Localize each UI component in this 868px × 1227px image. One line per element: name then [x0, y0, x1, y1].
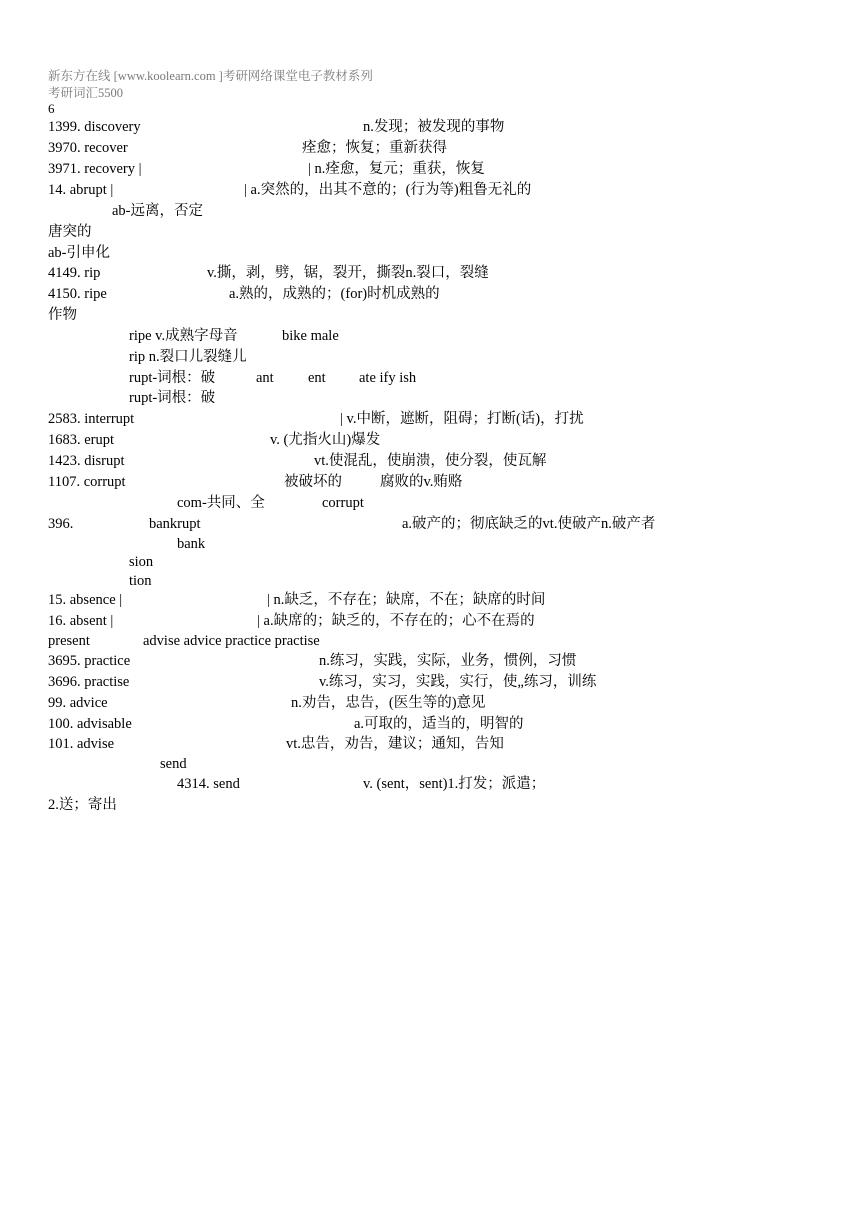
entry-term: bankrupt — [149, 516, 201, 532]
entry-definition: | a.突然的，出其不意的；(行为等)粗鲁无礼的 — [244, 182, 532, 198]
note-line: send — [160, 756, 187, 772]
entry-definition: 痊愈；恢复；重新获得 — [302, 140, 447, 156]
page-number: 6 — [48, 101, 55, 116]
note-line: advise advice practice practise — [143, 633, 320, 649]
entry-term: 1423. disrupt — [48, 453, 125, 469]
note-line: rupt-词根：破 — [129, 370, 216, 386]
entry-term: 99. advice — [48, 695, 108, 711]
note-line: rip n.裂口儿裂缝儿 — [129, 349, 247, 365]
entry-definition: a.可取的，适当的，明智的 — [354, 716, 524, 732]
entry-term: 4150. ripe — [48, 286, 107, 302]
entry-term: 16. absent | — [48, 613, 114, 629]
entry-term: 4314. send — [177, 776, 240, 792]
entry-definition: v. (sent，sent)1.打发；派遣； — [363, 776, 546, 792]
suffix: ent — [308, 370, 326, 386]
note-line: bank — [177, 536, 206, 552]
entry-definition: 2.送；寄出 — [48, 797, 117, 813]
entry-term: 101. advise — [48, 736, 115, 752]
document-header: 新东方在线 [www.koolearn.com ]考研网络课堂电子教材系列 — [48, 69, 373, 83]
entry-definition: v. (尤指火山)爆发 — [270, 432, 381, 448]
suffix: ant — [256, 370, 274, 386]
suffix: tion — [129, 573, 152, 589]
note-line: com-共同、全 — [177, 495, 265, 511]
entry-term: 4149. rip — [48, 265, 101, 281]
entry-definition: vt.使混乱，使崩溃，使分裂，使瓦解 — [314, 453, 547, 469]
document-subtitle: 考研词汇5500 — [48, 86, 124, 100]
note-line: present — [48, 633, 90, 649]
entry-definition: n.劝告，忠告，(医生等的)意见 — [291, 695, 486, 711]
entry-definition: | n.痊愈，复元；重获，恢复 — [308, 161, 485, 177]
note-line: corrupt — [322, 495, 364, 511]
note-line: bike male — [282, 328, 339, 344]
entry-definition: 腐败的v.贿赂 — [380, 474, 463, 490]
suffix: sion — [129, 554, 154, 570]
entry-term: 3970. recover — [48, 140, 128, 156]
entry-term: 100. advisable — [48, 716, 132, 732]
entry-definition: | v.中断，遮断，阻碍；打断(话)，打扰 — [340, 411, 584, 427]
entry-definition: a.熟的，成熟的；(for)时机成熟的 — [229, 286, 440, 302]
note-line: ripe v.成熟字母音 — [129, 328, 238, 344]
note-line: 唐突的 — [48, 224, 92, 240]
entry-definition: v.撕，剥，劈，锯，裂开，撕裂n.裂口，裂缝 — [207, 265, 489, 281]
entry-definition: v.练习，实习，实践，实行，使„练习，训练 — [319, 674, 597, 690]
entry-definition: | n.缺乏，不存在；缺席，不在；缺席的时间 — [267, 592, 546, 608]
entry-term: 1107. corrupt — [48, 474, 126, 490]
entry-term: 2583. interrupt — [48, 411, 135, 427]
entry-definition: n.发现；被发现的事物 — [363, 119, 505, 135]
entry-definition: 被破坏的 — [284, 474, 342, 490]
note-line: 作物 — [48, 307, 77, 323]
suffix: ate ify ish — [359, 370, 417, 386]
entry-term: 1683. erupt — [48, 432, 115, 448]
entry-definition: n.练习，实践，实际，业务，惯例，习惯 — [319, 653, 577, 669]
entry-definition: | a.缺席的；缺乏的，不存在的；心不在焉的 — [257, 613, 535, 629]
entry-definition: a.破产的；彻底缺乏的vt.使破产n.破产者 — [402, 516, 656, 532]
entry-term: 3696. practise — [48, 674, 130, 690]
entry-number: 396. — [48, 516, 74, 532]
entry-term: 14. abrupt | — [48, 182, 114, 198]
note-line: ab-远离，否定 — [112, 203, 204, 219]
entry-term: 1399. discovery — [48, 119, 141, 135]
entry-definition: vt.忠告，劝告，建议；通知，告知 — [286, 736, 504, 752]
entry-term: 15. absence | — [48, 592, 123, 608]
entry-term: 3971. recovery | — [48, 161, 142, 177]
entry-term: 3695. practice — [48, 653, 131, 669]
note-line: ab-引申化 — [48, 245, 111, 261]
note-line: rupt-词根：破 — [129, 390, 216, 406]
